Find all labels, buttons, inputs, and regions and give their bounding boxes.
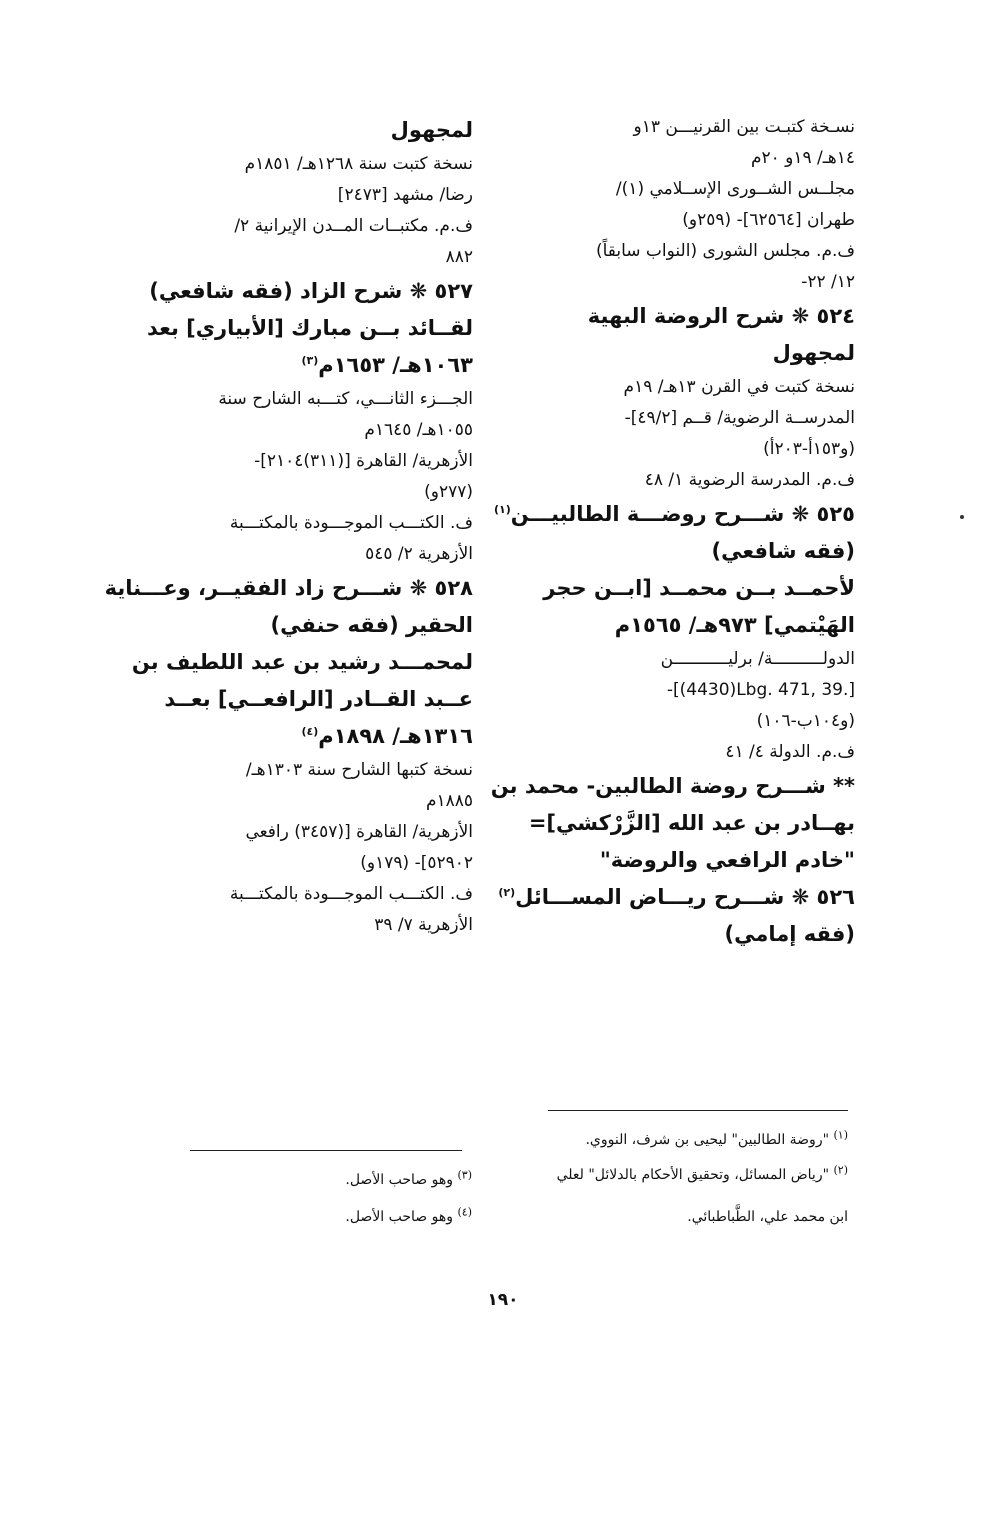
entry-heading xyxy=(520,298,855,335)
entry-heading xyxy=(520,570,855,607)
line-text: لمحمـــد رشيد بن عبد اللطيف بن xyxy=(131,650,473,674)
entry-heading xyxy=(493,496,855,533)
line-text: لمجهول xyxy=(390,118,473,142)
line-text: بهــادر بن عبد الله [الزَّرْكشي]= xyxy=(528,811,855,835)
line-text: ٨٨٢ xyxy=(445,247,473,267)
entry-line xyxy=(128,508,473,539)
entry-line xyxy=(128,848,473,879)
left-column xyxy=(104,112,473,941)
entry-heading xyxy=(520,916,855,953)
line-text: رضا/ مشهد [٢٤٧٣] xyxy=(337,185,473,205)
line-text: ف.م. المدرسة الرضوية ١/ ٤٨ xyxy=(644,470,855,490)
entry-heading xyxy=(128,347,473,384)
entry-heading xyxy=(498,879,855,916)
line-text: الأزهرية ٧/ ٣٩ xyxy=(374,915,473,935)
entry-line xyxy=(520,143,855,174)
entry-line xyxy=(128,415,473,446)
line-text: ١٠٦٣هـ/ ١٦٥٣م xyxy=(318,353,473,377)
line-text: مجلــس الشــورى الإســلامي (١)/ xyxy=(615,179,855,199)
footnote-marker: (١) xyxy=(493,503,511,516)
entry-heading xyxy=(128,718,473,755)
line-text: ف.م. مكتبــات المــدن الإيرانية ٢/ xyxy=(234,216,473,236)
entry-line xyxy=(128,149,473,180)
line-text: الجـــزء الثانـــي، كتـــبه الشارح سنة xyxy=(218,389,473,409)
entry-line xyxy=(520,174,855,205)
line-text: ف. الكتـــب الموجـــودة بالمكتـــبة xyxy=(229,884,473,904)
line-text: نسـخة كتبـت بين القرنيـــن ١٣و xyxy=(633,117,855,137)
entry-line xyxy=(128,910,473,941)
entry-heading xyxy=(128,112,473,149)
entry-heading xyxy=(128,273,473,310)
entry-heading xyxy=(104,570,473,607)
entry-line xyxy=(520,644,855,675)
footnote-marker: (٤) xyxy=(301,725,319,738)
entry-line xyxy=(128,539,473,570)
line-text: ١٤هـ/ ١٩و ٢٠م xyxy=(750,148,855,168)
line-text: ٥٢٧ ❋ شرح الزاد (فقه شافعي) xyxy=(149,279,473,303)
entry-heading xyxy=(128,644,473,681)
line-text: ٥٢٩٠٢]- (١٧٩و) xyxy=(360,853,473,873)
entry-heading xyxy=(490,768,855,805)
footnote-rule-left xyxy=(190,1150,462,1151)
footnote-2: $^{(٢)}$ "رياض المسائل، وتحقيق الأحكام بالدلائل" لعلي xyxy=(556,1163,848,1183)
footnote-1: $^{(١)}$ "روضة الطالبين" ليحيى بن شرف، النووي. xyxy=(585,1128,848,1148)
line-text: ف.م. مجلس الشورى (النواب سابقاً) xyxy=(595,241,855,261)
line-text: الأزهرية/ القاهرة [(٣٤٥٧) رافعي xyxy=(245,822,473,842)
entry-line xyxy=(520,434,855,465)
line-text: (و١٠٤ب-١٠٦) xyxy=(756,711,855,731)
entry-line xyxy=(520,205,855,236)
entry-line xyxy=(128,477,473,508)
entry-line xyxy=(128,786,473,817)
entry-line xyxy=(128,817,473,848)
line-text: نسخة كتبها الشارح سنة ١٣٠٣هـ/ xyxy=(245,760,473,780)
line-text: نسخة كتبت سنة ١٢٦٨هـ/ ١٨٥١م xyxy=(244,154,473,174)
entry-heading xyxy=(520,533,855,570)
scan-speck xyxy=(960,515,964,519)
entry-line xyxy=(128,755,473,786)
line-text: (٢٧٧و) xyxy=(424,482,473,502)
line-text: (و١٥٣أ-٢٠٣أ) xyxy=(763,439,855,459)
entry-line xyxy=(520,675,855,706)
entry-line xyxy=(520,737,855,768)
line-text: ١٠٥٥هـ/ ١٦٤٥م xyxy=(364,420,473,440)
entry-line xyxy=(520,267,855,298)
entry-line xyxy=(520,236,855,267)
line-text: (فقه شافعي) xyxy=(711,539,855,563)
entry-line xyxy=(520,465,855,496)
entry-heading xyxy=(520,805,855,842)
line-text: لقــائد بــن مبارك [الأبياري] بعد xyxy=(146,316,473,340)
entry-heading xyxy=(520,842,855,879)
entry-line xyxy=(520,372,855,403)
line-text: ٥٢٨ ❋ شـــرح زاد الفقيــر، وعـــناية xyxy=(104,576,473,600)
line-text: (فقه إمامي) xyxy=(724,922,855,946)
line-text: الأزهرية ٢/ ٥٤٥ xyxy=(365,544,473,564)
line-text: ١٣١٦هـ/ ١٨٩٨م xyxy=(318,724,473,748)
footnote-marker: (٣) xyxy=(301,354,319,367)
entry-line xyxy=(520,706,855,737)
line-text: الأزهرية/ القاهرة [(٣١١)٢١٠٤]- xyxy=(254,451,473,471)
entry-heading xyxy=(520,335,855,372)
line-text: نسخة كتبت في القرن ١٣هـ/ ١٩م xyxy=(623,377,855,397)
line-text: ٥٢٦ ❋ شـــرح ريـــاض المســـائل xyxy=(515,885,855,909)
line-text: لمجهول xyxy=(772,341,855,365)
footnote-rule-right xyxy=(548,1110,848,1111)
line-text: الهَيْتمي] ٩٧٣هـ/ ١٥٦٥م xyxy=(614,613,855,637)
entry-line xyxy=(520,112,855,143)
entry-line xyxy=(128,211,473,242)
page-number: ١٩٠ xyxy=(487,1290,519,1310)
entry-line xyxy=(128,242,473,273)
entry-heading xyxy=(128,310,473,347)
line-text: ف. الكتـــب الموجـــودة بالمكتـــبة xyxy=(229,513,473,533)
entry-line xyxy=(128,879,473,910)
right-column xyxy=(490,112,855,953)
footnote-marker: (٢) xyxy=(498,886,516,899)
line-text: ٥٢٤ ❋ شرح الروضة البهية xyxy=(587,304,855,328)
footnote-4: $^{(٤)}$ وهو صاحب الأصل. xyxy=(345,1205,472,1225)
entry-heading xyxy=(128,607,473,644)
entry-line xyxy=(128,446,473,477)
footnote-3: $^{(٣)}$ وهو صاحب الأصل. xyxy=(345,1168,472,1188)
line-text: ** شـــرح روضة الطالبين- محمد بن xyxy=(490,774,855,798)
line-text: المدرســة الرضوية/ قــم [٤٩/٢]- xyxy=(624,408,855,428)
line-text: "خادم الرافعي والروضة" xyxy=(599,848,855,872)
line-text: الحقير (فقه حنفي) xyxy=(270,613,473,637)
footnote-2-continued: ابن محمد علي، الطَّباطبائي. xyxy=(687,1209,848,1225)
entry-line xyxy=(128,180,473,211)
line-text: طهران [٦٢٥٦٤]- (٢٥٩و) xyxy=(682,210,855,230)
entry-line xyxy=(520,403,855,434)
line-text: ف.م. الدولة ٤/ ٤١ xyxy=(725,742,855,762)
line-text: الدولــــــــــة/ برليـــــــــــن xyxy=(660,649,855,669)
entry-heading xyxy=(128,681,473,718)
entry-heading xyxy=(520,607,855,644)
line-text: ٥٢٥ ❋ شـــرح روضـــة الطالبيـــن xyxy=(510,502,855,526)
line-text: ١٢/ ٢٢- xyxy=(801,272,855,292)
line-text: ١٨٨٥م xyxy=(425,791,473,811)
line-text: -[(4430)Lbg. 471, 39.] xyxy=(666,680,855,700)
line-text: عــبد القــادر [الرافعــي] بعــد xyxy=(164,687,473,711)
line-text: لأحمــد بــن محمــد [ابــن حجر xyxy=(543,576,855,600)
entry-line xyxy=(128,384,473,415)
